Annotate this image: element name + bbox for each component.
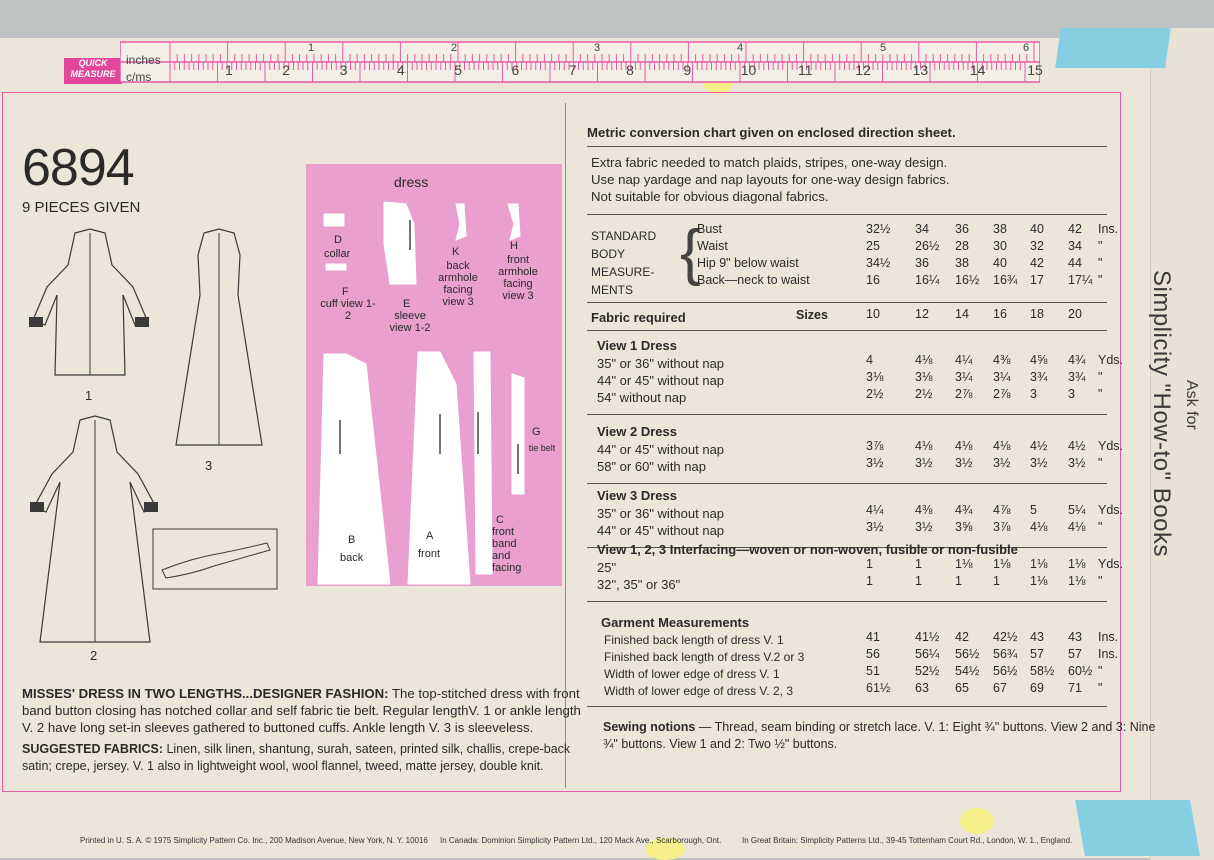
- piece-c-letter: C: [496, 514, 504, 526]
- size-value: 4⅛: [993, 439, 1011, 453]
- size-value: 4⅜: [915, 503, 933, 517]
- view-2-label: 2: [90, 648, 98, 663]
- size-value: 16½: [955, 273, 980, 287]
- cm-tick-label: 8: [626, 62, 634, 78]
- size-value: 56½: [955, 647, 980, 661]
- unit-label: Yds.: [1098, 503, 1124, 517]
- piece-a-letter: A: [426, 530, 434, 542]
- notions-text: — Thread, seam binding or stretch lace. V. 1: Eight ¾" buttons. View 2 and 3: Nine: [698, 720, 1156, 734]
- size-value: 34: [1068, 239, 1082, 253]
- garment-row-label: Finished back length of dress V. 1: [604, 633, 784, 647]
- cm-tick-label: 4: [396, 62, 405, 78]
- size-value: 2⅞: [993, 387, 1011, 401]
- fabrics-label: SUGGESTED FABRICS:: [22, 742, 163, 756]
- cm-tick-label: 3: [339, 62, 348, 78]
- size-value: 4⅛: [1030, 520, 1048, 534]
- size-value: 5¼: [1068, 503, 1086, 517]
- size-value: 1: [955, 574, 962, 588]
- section-title: View 2 Dress: [597, 424, 677, 439]
- size-value: 57: [1068, 647, 1082, 661]
- divider: [587, 706, 1107, 707]
- unit-label: ": [1098, 664, 1103, 678]
- unit-label: ": [1098, 681, 1103, 695]
- unit-label: ": [1098, 256, 1103, 270]
- size-value: 4⅜: [993, 353, 1011, 367]
- garment-title: Garment Measurements: [601, 615, 750, 630]
- fabric-row-label: 32", 35" or 36": [597, 577, 681, 592]
- size-value: 4¼: [955, 353, 973, 367]
- yellow-stain: [960, 808, 994, 834]
- inch-tick-label: 5: [880, 42, 887, 54]
- size-value: 16¼: [915, 273, 940, 287]
- size-value: 3: [1030, 387, 1037, 401]
- unit-label: ": [1098, 239, 1103, 253]
- inch-tick-label: 2: [451, 42, 458, 54]
- size-value: 1: [915, 574, 922, 588]
- fabric-row-label: 35" or 36" without nap: [597, 506, 725, 521]
- inch-tick-label: 1: [308, 42, 315, 54]
- size-value: 4⅛: [915, 353, 933, 367]
- unit-label: Ins.: [1098, 222, 1119, 236]
- size-value: 17: [1030, 273, 1044, 287]
- fabrics-list: Linen, silk linen, shantung, surah, sateen, printed silk, challis, crepe-back satin; crepe, jersey. V. 1 also in lightweight wool, wool flannel, tweed, matte jersey, double knit.: [22, 742, 571, 773]
- cm-tick-label: 15: [1027, 62, 1043, 78]
- pattern-description: [22, 685, 582, 736]
- unit-label: ": [1098, 456, 1103, 470]
- size-value: 54½: [955, 664, 980, 678]
- measuring-ruler: [120, 40, 1040, 86]
- body-group-label: STANDARD: [591, 229, 657, 243]
- footer-canada: In Canada: Dominion Simplicity Pattern Ltd., 120 Mack Ave., Scarborough, Ont.: [440, 836, 722, 845]
- body-row-label: Hip 9" below waist: [697, 256, 799, 270]
- piece-k-name: back armhole facing view 3: [438, 260, 478, 308]
- piece-d-name: collar: [324, 248, 351, 260]
- size-value: 43: [1068, 630, 1082, 644]
- size-value: 1⅛: [955, 557, 973, 571]
- pattern-number: 6894: [22, 139, 134, 197]
- body-group-label: MEASURE-: [591, 265, 655, 279]
- size-value: 2½: [915, 387, 933, 401]
- size-value: 3¼: [993, 370, 1011, 384]
- size-value: 2⅞: [955, 387, 973, 401]
- size-value: 3½: [866, 456, 884, 470]
- size-value: 1⅛: [1068, 557, 1086, 571]
- size-value: 4: [866, 353, 873, 367]
- metric-note: Metric conversion chart given on enclosed direction sheet.: [587, 125, 956, 140]
- view-3-label: 3: [205, 458, 213, 473]
- garment-row-label: Width of lower edge of dress V. 1: [604, 667, 780, 681]
- unit-label: Ins.: [1098, 647, 1119, 661]
- size-value: 58½: [1030, 664, 1055, 678]
- fabric-required-label: Fabric required: [591, 310, 686, 325]
- pattern-pieces-panel: [306, 164, 562, 586]
- size-value: 4⅞: [993, 503, 1011, 517]
- quick-measure-badge: QUICK MEASURE: [64, 58, 122, 84]
- unit-label: Yds.: [1098, 439, 1124, 453]
- view-1-label: 1: [85, 388, 93, 403]
- piece-g-name: tie belt: [528, 443, 556, 453]
- cm-tick-label: 12: [855, 62, 871, 78]
- tape-bottom: [1075, 800, 1200, 856]
- size-value: 52½: [915, 664, 940, 678]
- body-row-label: Waist: [697, 239, 728, 253]
- body-row-label: Bust: [697, 222, 723, 236]
- size-value: 1: [866, 557, 873, 571]
- unit-label: Yds.: [1098, 353, 1124, 367]
- size-value: 42½: [993, 630, 1018, 644]
- size-value: 25: [866, 239, 880, 253]
- size-value: 3½: [866, 520, 884, 534]
- cm-tick-label: 6: [511, 62, 520, 78]
- description-headline: MISSES' DRESS IN TWO LENGTHS...DESIGNER FASHION:: [22, 686, 389, 701]
- section-title: View 1 Dress: [597, 338, 677, 353]
- size-value: 44: [1068, 256, 1082, 270]
- size-value: 63: [915, 681, 929, 695]
- pieces-title: dress: [394, 174, 429, 190]
- size-value: 71: [1068, 681, 1082, 695]
- piece-f-letter: F: [342, 286, 349, 298]
- footer-us: Printed in U. S. A. © 1975 Simplicity Pattern Co. Inc., 200 Madison Avenue, New York, N. Y. 10016: [80, 836, 428, 845]
- inch-tick-label: 4: [737, 42, 744, 54]
- unit-label: Ins.: [1098, 630, 1119, 644]
- size-value: 4¾: [955, 503, 973, 517]
- sewing-notions: [603, 720, 1155, 734]
- fabric-row-label: 58" or 60" with nap: [597, 459, 706, 474]
- cm-tick-label: 13: [912, 62, 929, 78]
- size-value: 38: [993, 222, 1007, 236]
- pieces-given: 9 PIECES GIVEN: [22, 199, 141, 216]
- body-group-label: BODY: [591, 247, 626, 261]
- size-value: 3¾: [1030, 370, 1048, 384]
- unit-label: ": [1098, 520, 1103, 534]
- size-value: 42: [1030, 256, 1044, 270]
- cm-tick-label: 2: [282, 62, 291, 78]
- unit-label: ": [1098, 273, 1103, 287]
- divider: [587, 483, 1107, 484]
- inches-label: inches: [126, 53, 161, 67]
- inch-tick-label: 6: [1023, 42, 1030, 54]
- size-value: 65: [955, 681, 969, 695]
- fabric-row-label: 44" or 45" without nap: [597, 442, 725, 457]
- size-value: 3½: [915, 520, 933, 534]
- size-value: 41½: [915, 630, 940, 644]
- unit-label: Yds.: [1098, 557, 1124, 571]
- tie-belt-sketch: [152, 528, 278, 590]
- unit-label: ": [1098, 370, 1103, 384]
- cm-tick-label: 5: [454, 62, 462, 78]
- divider: [587, 302, 1107, 303]
- size-value: 4⅛: [915, 439, 933, 453]
- cm-tick-label: 11: [798, 62, 813, 78]
- piece-b-letter: B: [348, 534, 356, 546]
- size-value: 56½: [993, 664, 1018, 678]
- size-value: 34: [915, 222, 929, 236]
- cm-tick-label: 7: [568, 62, 577, 78]
- size-value: 36: [955, 222, 969, 236]
- piece-k-letter: K: [452, 246, 460, 258]
- piece-h-letter: H: [510, 240, 518, 252]
- size-value: 26½: [915, 239, 940, 253]
- cm-tick-label: 14: [969, 62, 986, 78]
- fabric-row-label: 54" without nap: [597, 390, 687, 405]
- size-value: 1⅛: [993, 557, 1011, 571]
- piece-e-letter: E: [403, 298, 411, 310]
- size-value: 67: [993, 681, 1007, 695]
- size-value: 4⅛: [955, 439, 973, 453]
- size-value: 3⅛: [866, 370, 884, 384]
- sizes-label: Sizes: [796, 308, 828, 322]
- piece-d-letter: D: [334, 234, 342, 246]
- size-value: 30: [993, 239, 1007, 253]
- size-value: 3⅞: [993, 520, 1011, 534]
- size-value: 61½: [866, 681, 891, 695]
- cm-tick-label: 1: [225, 62, 233, 78]
- garment-row-label: Finished back length of dress V.2 or 3: [604, 650, 805, 664]
- size-value: 4½: [1068, 439, 1086, 453]
- size-header: 14: [955, 307, 969, 321]
- size-value: 3: [1068, 387, 1075, 401]
- size-value: 17¼: [1068, 273, 1093, 287]
- size-header: 18: [1030, 307, 1044, 321]
- unit-label: ": [1098, 574, 1103, 588]
- size-value: 56¾: [993, 647, 1018, 661]
- size-value: 40: [1030, 222, 1044, 236]
- piece-c-name: front band and facing: [492, 526, 522, 574]
- divider: [587, 601, 1107, 602]
- size-value: 5: [1030, 503, 1037, 517]
- tape-top: [1055, 28, 1171, 68]
- size-value: 3½: [1030, 456, 1048, 470]
- not-suitable-note: Not suitable for obvious diagonal fabrics.: [591, 189, 829, 204]
- fabric-row-label: 44" or 45" without nap: [597, 373, 725, 388]
- footer-uk: In Great Britain: Simplicity Patterns Ltd., 39-45 Tottenham Court Rd., London, W. 1., England.: [742, 836, 1073, 845]
- size-value: 1: [866, 574, 873, 588]
- size-value: 28: [955, 239, 969, 253]
- size-header: 16: [993, 307, 1007, 321]
- view-3-sketch: [172, 225, 267, 450]
- unit-label: ": [1098, 387, 1103, 401]
- size-value: 3½: [955, 456, 973, 470]
- piece-h-name: front armhole facing view 3: [498, 254, 538, 302]
- sewing-notions-line2: ¾" buttons. View 1 and 2: Two ½" buttons.: [603, 737, 838, 751]
- size-value: 4½: [1030, 439, 1048, 453]
- size-value: 41: [866, 630, 880, 644]
- size-value: 3⅝: [955, 520, 973, 534]
- size-header: 10: [866, 307, 880, 321]
- size-value: 4⅛: [1068, 520, 1086, 534]
- fabric-row-label: 35" or 36" without nap: [597, 356, 725, 371]
- section-title: View 3 Dress: [597, 488, 677, 503]
- nap-note: Use nap yardage and nap layouts for one-way design fabrics.: [591, 172, 950, 187]
- suggested-fabrics: [22, 741, 582, 775]
- piece-b-name: back: [340, 552, 364, 564]
- size-value: 1⅛: [1068, 574, 1086, 588]
- size-value: 1⅛: [1030, 574, 1048, 588]
- size-value: 3½: [915, 456, 933, 470]
- size-value: 3⅛: [915, 370, 933, 384]
- size-value: 3⅞: [866, 439, 884, 453]
- side-brand-text: Simplicity "How-to" Books: [1148, 270, 1175, 557]
- notions-label: Sewing notions: [603, 720, 699, 734]
- size-value: 43: [1030, 630, 1044, 644]
- size-value: 1⅛: [1030, 557, 1048, 571]
- size-value: 2½: [866, 387, 884, 401]
- cm-tick-label: 10: [740, 62, 757, 78]
- size-value: 3½: [1068, 456, 1086, 470]
- size-value: 34½: [866, 256, 891, 270]
- side-ask-for: Ask for: [1183, 380, 1200, 430]
- size-value: 3¾: [1068, 370, 1086, 384]
- piece-g-letter: G: [532, 426, 541, 438]
- extra-fabric-note: Extra fabric needed to match plaids, stripes, one-way design.: [591, 155, 948, 170]
- size-value: 69: [1030, 681, 1044, 695]
- description-body: The top-stitched dress with front band button closing has notched collar and self fabric tie belt. Regular lengthV. 1 or ankle length V. 2 have long set-in sleeves gathered to buttoned cuffs. Ankle length V. 3 is sleeveless.: [22, 686, 581, 735]
- view-2-sketch: [20, 412, 170, 647]
- size-value: 56¼: [915, 647, 940, 661]
- garment-row-label: Width of lower edge of dress V. 2, 3: [604, 684, 793, 698]
- size-header: 12: [915, 307, 929, 321]
- section-title: View 1, 2, 3 Interfacing—woven or non-woven, fusible or non-fusible: [597, 542, 1018, 557]
- size-value: 4⅝: [1030, 353, 1048, 367]
- divider: [587, 146, 1107, 147]
- size-value: 16¾: [993, 273, 1018, 287]
- size-value: 4¼: [866, 503, 884, 517]
- size-value: 1: [993, 574, 1000, 588]
- brace: {: [680, 218, 701, 287]
- size-value: 16: [866, 273, 880, 287]
- divider: [587, 414, 1107, 415]
- piece-a-name: front: [418, 548, 441, 560]
- size-value: 51: [866, 664, 880, 678]
- cm-label: c/ms: [126, 70, 152, 84]
- pieces-drawing: [306, 164, 562, 586]
- size-value: 42: [1068, 222, 1082, 236]
- size-value: 60½: [1068, 664, 1093, 678]
- size-value: 42: [955, 630, 969, 644]
- size-value: 3½: [993, 456, 1011, 470]
- size-header: 20: [1068, 307, 1082, 321]
- size-value: 38: [955, 256, 969, 270]
- size-value: 1: [915, 557, 922, 571]
- piece-e-name: sleeve view 1-2: [389, 310, 431, 334]
- fabric-row-label: 25": [597, 560, 617, 575]
- fabric-row-label: 44" or 45" without nap: [597, 523, 725, 538]
- size-value: 4¾: [1068, 353, 1086, 367]
- size-value: 40: [993, 256, 1007, 270]
- cm-tick-label: 9: [683, 62, 692, 78]
- inch-tick-label: 3: [594, 42, 601, 54]
- piece-f-name: cuff view 1-2: [320, 298, 376, 322]
- view-1-sketch: [15, 225, 155, 390]
- size-value: 32: [1030, 239, 1044, 253]
- divider: [587, 330, 1107, 331]
- size-value: 56: [866, 647, 880, 661]
- size-value: 3¼: [955, 370, 973, 384]
- size-value: 36: [915, 256, 929, 270]
- body-row-label: Back—neck to waist: [697, 273, 810, 287]
- divider: [587, 214, 1107, 215]
- body-group-label: MENTS: [591, 283, 633, 297]
- size-value: 57: [1030, 647, 1044, 661]
- size-value: 32½: [866, 222, 891, 236]
